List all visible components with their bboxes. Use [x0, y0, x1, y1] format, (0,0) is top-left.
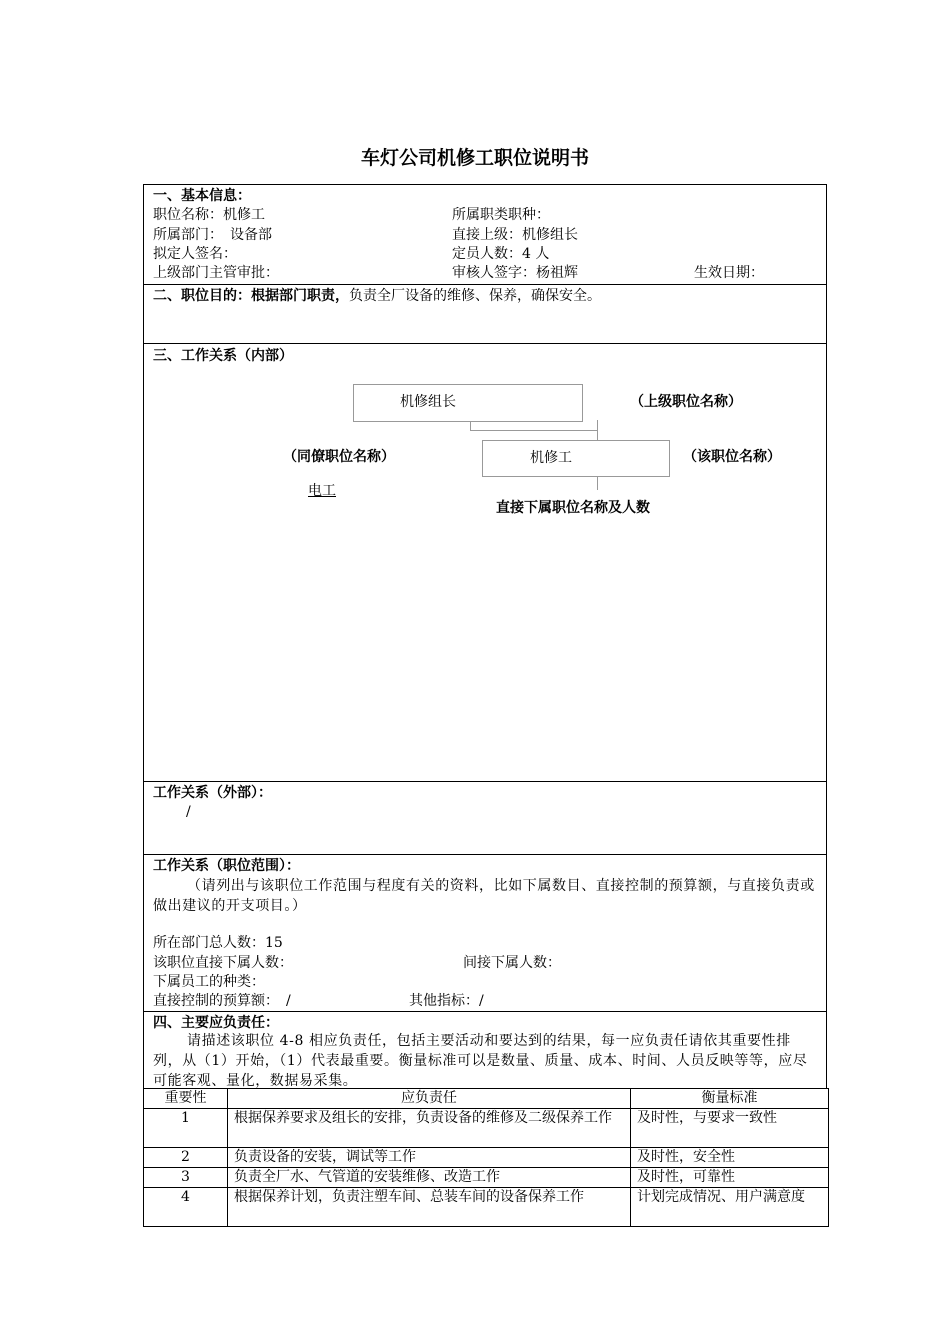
subordinate-label: 直接下属职位名称及人数 — [496, 500, 650, 516]
duty-rank: 4 — [144, 1188, 228, 1227]
headcount: 定员人数：4 人 — [452, 246, 550, 262]
direct-subordinates: 该职位直接下属人数： — [153, 955, 293, 971]
table-row — [144, 1168, 829, 1188]
self-position-name: 机修工 — [530, 450, 572, 466]
internal-relations-heading: 三、工作关系（内部） — [153, 348, 293, 364]
org-connector — [597, 420, 598, 440]
dept-total-headcount: 所在部门总人数：15 — [153, 935, 283, 951]
self-position-label: （该职位名称） — [683, 449, 781, 465]
superior-position-box — [353, 384, 583, 422]
duties-table — [143, 1088, 829, 1227]
department: 所属部门： 设备部 — [153, 227, 272, 243]
reviewer-signature: 审核人签字：杨祖辉 — [452, 265, 578, 281]
drafter-signature: 拟定人签名： — [153, 246, 237, 262]
peer-position-name: 电工 — [308, 483, 336, 499]
divider — [143, 781, 827, 782]
table-row — [144, 1109, 829, 1148]
org-connector — [597, 476, 598, 490]
subordinate-types: 下属员工的种类： — [153, 974, 265, 990]
duties-instruction: 请描述该职位 4-8 相应负责任，包括主要活动和要达到的结果，每一应负责任请依其重要性排列，从（1）开始，（1）代表最重要。衡量标准可以是数量、质量、成本、时间、人员反映等等，应尽可能客观、量化，数据易采集。 — [153, 1033, 808, 1089]
indirect-subordinates: 间接下属人数： — [463, 955, 561, 971]
divider — [143, 854, 827, 855]
position-name: 职位名称：机修工 — [153, 207, 265, 223]
duty-text: 根据保养计划，负责注塑车间、总装车间的设备保养工作 — [228, 1188, 631, 1227]
peer-position-label: （同僚职位名称） — [283, 449, 395, 465]
divider — [143, 1011, 827, 1012]
duties-heading: 四、主要应负责任： — [153, 1015, 279, 1031]
column-header: 衡量标准 — [631, 1089, 829, 1109]
purpose-line — [153, 287, 601, 306]
duty-rank: 1 — [144, 1109, 228, 1148]
duty-rank: 2 — [144, 1148, 228, 1168]
divider — [143, 284, 827, 285]
self-position-box — [482, 440, 670, 477]
table-header-row — [144, 1089, 829, 1109]
scope-heading: 工作关系（职位范围）： — [153, 858, 300, 874]
duty-standard: 计划完成情况、用户满意度 — [631, 1188, 829, 1227]
dept-approver: 上级部门主管审批： — [153, 265, 279, 281]
external-relations-heading: 工作关系（外部）： — [153, 785, 272, 801]
duty-text: 根据保养要求及组长的安排，负责设备的维修及二级保养工作 — [228, 1109, 631, 1148]
purpose-text: 负责全厂设备的维修、保养，确保安全。 — [349, 288, 601, 304]
duty-text: 负责设备的安装，调试等工作 — [228, 1148, 631, 1168]
page-title: 车灯公司机修工职位说明书 — [360, 147, 589, 169]
table-row — [144, 1148, 829, 1168]
other-indicators: 其他指标：/ — [409, 993, 484, 1009]
duty-standard: 及时性，可靠性 — [631, 1168, 829, 1188]
table-row — [144, 1188, 829, 1227]
duty-standard: 及时性，安全性 — [631, 1148, 829, 1168]
direct-budget: 直接控制的预算额： / — [153, 993, 291, 1009]
org-connector — [470, 430, 598, 431]
direct-supervisor: 直接上级：机修组长 — [452, 227, 578, 243]
external-relations-value: / — [186, 804, 191, 820]
purpose-heading: 二、职位目的：根据部门职责， — [153, 288, 349, 304]
basic-info-heading: 一、基本信息： — [153, 188, 251, 204]
duty-text: 负责全厂水、气管道的安装维修、改造工作 — [228, 1168, 631, 1188]
effective-date: 生效日期： — [694, 265, 764, 281]
superior-position-name: 机修组长 — [400, 394, 456, 410]
divider — [143, 343, 827, 344]
job-category: 所属职类职种： — [452, 207, 550, 223]
scope-instruction: （请列出与该职位工作范围与程度有关的资料，比如下属数目、直接控制的预算额，与直接负责或做出建议的开支项目。） — [153, 878, 815, 914]
superior-position-label: （上级职位名称） — [630, 394, 742, 410]
duty-standard: 及时性，与要求一致性 — [631, 1109, 829, 1148]
column-header: 应负责任 — [228, 1089, 631, 1109]
duty-rank: 3 — [144, 1168, 228, 1188]
column-header: 重要性 — [144, 1089, 228, 1109]
